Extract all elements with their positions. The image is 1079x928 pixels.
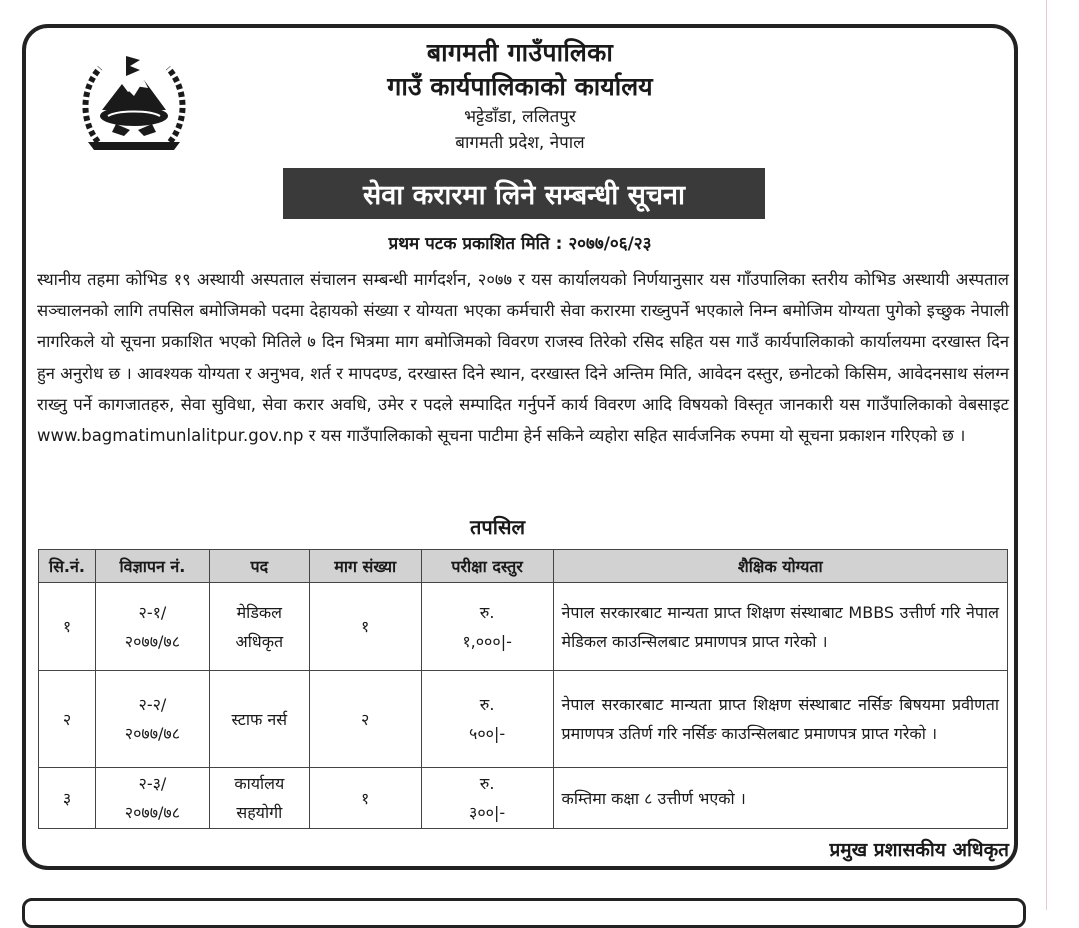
table-row bbox=[39, 671, 1008, 768]
cell-sn: १ bbox=[39, 583, 96, 671]
cell-ad-no bbox=[95, 583, 209, 671]
positions-table bbox=[38, 549, 1008, 829]
cell-ad-no bbox=[95, 768, 209, 829]
cell-fee bbox=[421, 768, 553, 829]
cell-count: १ bbox=[309, 583, 421, 671]
nepal-government-emblem-icon bbox=[78, 50, 190, 156]
post-line: मेडिकल bbox=[236, 602, 283, 622]
col-header-post: पद bbox=[209, 550, 309, 583]
ad-no-line: २-३/ bbox=[138, 774, 167, 793]
fee-amount: १,०००|- bbox=[462, 631, 512, 651]
post-line: स्टाफ नर्स bbox=[231, 709, 288, 729]
municipality-name: बागमती गाउँपालिका bbox=[426, 38, 614, 67]
ad-no-line: २-१/ bbox=[138, 602, 167, 622]
ad-no-year: २०७७/७८ bbox=[124, 631, 181, 651]
post-line: सहयोगी bbox=[236, 803, 283, 822]
address-line-2: बागमती प्रदेश, नेपाल bbox=[455, 133, 585, 153]
fee-amount: ३००|- bbox=[469, 803, 506, 822]
cell-qualification: नेपाल सरकारबाट मान्यता प्राप्त शिक्षण संस्थाबाट नर्सिङ बिषयमा प्रवीणता प्रमाणपत्र उतिर्ण गरि नर्सिङ काउन्सिलबाट प्रमाणपत्र प्राप्त गरेको । bbox=[553, 671, 1007, 768]
publish-date: प्रथम पटक प्रकाशित मिति : २०७७/०६/२३ bbox=[388, 234, 652, 254]
ad-no-year: २०७७/७८ bbox=[124, 803, 181, 822]
address-line-1: भट्टेडाँडा, ललितपुर bbox=[464, 107, 576, 127]
col-header-count: माग संख्या bbox=[309, 550, 421, 583]
col-header-fee: परीक्षा दस्तुर bbox=[421, 550, 553, 583]
table-row bbox=[39, 768, 1008, 829]
post-line: अधिकृत bbox=[235, 631, 284, 651]
col-header-ad-no: विज्ञापन नं. bbox=[95, 550, 209, 583]
cell-fee bbox=[421, 583, 553, 671]
cell-count: १ bbox=[309, 768, 421, 829]
office-header bbox=[210, 36, 830, 156]
cell-sn: ३ bbox=[39, 768, 96, 829]
cell-qualification: कम्तिमा कक्षा ८ उत्तीर्ण भएको । bbox=[553, 768, 1007, 829]
cell-post bbox=[209, 768, 309, 829]
signature-title: प्रमुख प्रशासकीय अधिकृत bbox=[829, 839, 1009, 861]
table-row bbox=[39, 583, 1008, 671]
next-notice-frame bbox=[22, 898, 1026, 928]
fee-currency: रु. bbox=[479, 695, 495, 714]
notice-paragraph: स्थानीय तहमा कोभिड १९ अस्थायी अस्पताल संचालन सम्बन्धी मार्गदर्शन, २०७७ र यस कार्यालयको निर्णयानुसार यस गाँउपालिका स्तरीय कोभिड अस्थायी अस्पताल सञ्चालनको लागि तपसिल बमोजिमको पदमा देहायको संख्या र योग्यता भएका कर्मचारी सेवा करारमा राख्नुपर्ने भएकाले निम्न बमोजिम योग्यता पुगेको इच्छुक नेपाली नागरिकले यो सूचना प्रकाशित भएको मितिले ७ दिन भित्रमा माग बमोजिमको विवरण राजस्व तिरेको रसिद सहित यस गाउँ कार्यपालिकाको कार्यालयमा दरखास्त दिन हुन अनुरोध छ । आवश्यक योग्यता र अनुभव, शर्त र मापदण्ड, दरखास्त दिने स्थान, दरखास्त दिने अन्तिम मिति, आवेदन दस्तुर, छनोटको किसिम, आवेदनसाथ संलग्न राख्नु पर्ने कागजातहरु, सेवा सुविधा, सेवा करार अवधि, उमेर र पदले सम्पादित गर्नुपर्ने कार्य विवरण आदि विषयको विस्तृत जानकारी यस गाउँपालिकाको वेबसाइट www.bagmatimunlalitpur.gov.np र यस गाउँपालिकाको सूचना पाटीमा हेर्न सकिने व्यहोरा सहित सार्वजनिक रुपमा यो सूचना प्रकाशन गरिएको छ । bbox=[37, 270, 1009, 446]
ad-no-line: २-२/ bbox=[138, 695, 167, 714]
fee-amount: ५००|- bbox=[469, 724, 506, 743]
table-title: तपसिल bbox=[470, 515, 526, 539]
office-name: गाउँ कार्यपालिकाको कार्यालय bbox=[387, 72, 653, 101]
notice-title: सेवा करारमा लिने सम्बन्धी सूचना bbox=[283, 168, 765, 219]
fee-currency: रु. bbox=[479, 602, 495, 622]
col-header-qualification: शैक्षिक योग्यता bbox=[553, 550, 1007, 583]
cell-ad-no bbox=[95, 671, 209, 768]
post-line: कार्यालय bbox=[234, 774, 285, 793]
cell-sn: २ bbox=[39, 671, 96, 768]
page-edge-line bbox=[1046, 0, 1047, 910]
cell-post bbox=[209, 583, 309, 671]
table-header-row bbox=[39, 550, 1008, 583]
ad-no-year: २०७७/७८ bbox=[124, 724, 181, 743]
cell-fee bbox=[421, 671, 553, 768]
cell-count: २ bbox=[309, 671, 421, 768]
col-header-sn: सि.नं. bbox=[39, 550, 96, 583]
cell-post bbox=[209, 671, 309, 768]
cell-qualification: नेपाल सरकारबाट मान्यता प्राप्त शिक्षण संस्थाबाट MBBS उत्तीर्ण गरि नेपाल मेडिकल काउन्सिलबाट प्रमाणपत्र प्राप्त गरेको । bbox=[553, 583, 1007, 671]
fee-currency: रु. bbox=[479, 774, 495, 793]
